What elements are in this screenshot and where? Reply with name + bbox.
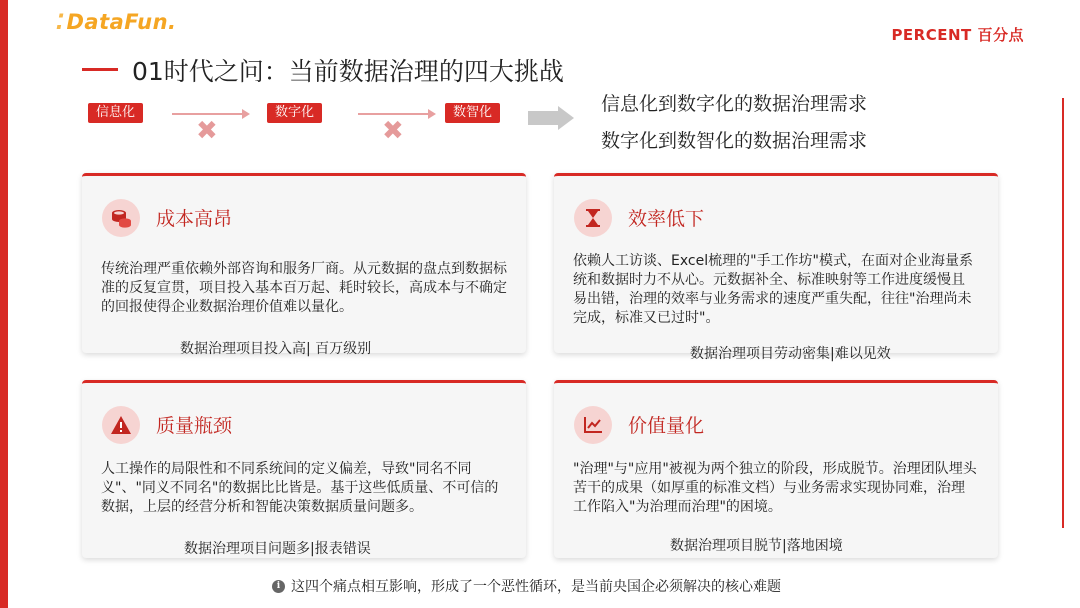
- gray-arrow-body: [528, 111, 558, 125]
- footer-note: [272, 576, 781, 596]
- flow-arrow-2-head: [428, 109, 436, 119]
- title-dash: [82, 68, 118, 71]
- gray-arrow-icon: [558, 106, 574, 130]
- card-title: 价值量化: [628, 415, 705, 437]
- card-title: 质量瓶颈: [156, 415, 233, 437]
- stage-tag-informatization: 信息化: [88, 103, 143, 123]
- challenge-card-quality: [82, 380, 526, 558]
- card-body: 依赖人工访谈、Excel梳理的"手工作坊"模式，在面对企业海量系统和数据时力不从心。元数据补全、标准映射等工作进度缓慢且易出错，治理的效率与业务需求的速度严重失配，往往"治理尚未完成，标准又已过时"。: [573, 253, 973, 326]
- challenge-card-value: [554, 380, 998, 558]
- card-caption: 数据治理项目脱节|落地困境: [670, 538, 843, 554]
- footer-text: 这四个痛点相互影响，形成了一个恶性循环，是当前央国企必须解决的核心难题: [291, 579, 781, 595]
- flow-arrow-2: [358, 113, 428, 115]
- card-caption: 数据治理项目投入高| 百万级别: [180, 341, 372, 357]
- trend-chart-icon: [574, 406, 612, 444]
- card-title: 成本高昂: [156, 208, 233, 230]
- page-title: 01时代之问：当前数据治理的四大挑战: [132, 57, 564, 86]
- card-body: 传统治理严重依赖外部咨询和服务厂商。从元数据的盘点到数据标准的反复宣贯，项目投入基本百万起、耗时较长，高成本与不确定的回报使得企业数据治理价值难以量化。: [101, 261, 507, 315]
- need-line-2: 数字化到数智化的数据治理需求: [601, 130, 868, 152]
- card-title: 效率低下: [628, 208, 705, 230]
- datafun-logo: ⁚DataFun.: [56, 10, 177, 34]
- coins-icon: [102, 199, 140, 237]
- left-accent-bar: [0, 0, 8, 608]
- card-caption: 数据治理项目劳动密集|难以见效: [690, 346, 891, 362]
- stage-tag-digitalization: 数字化: [267, 103, 322, 123]
- card-body: 人工操作的局限性和不同系统间的定义偏差，导致"同名不同义"、"同义不同名"的数据比比皆是。基于这些低质量、不可信的数据，上层的经营分析和智能决策数据质量问题多。: [101, 461, 499, 515]
- cross-icon: ✖: [382, 116, 404, 146]
- warning-icon: [102, 406, 140, 444]
- challenge-card-cost: [82, 173, 526, 353]
- stage-tag-intelligence: 数智化: [445, 103, 500, 123]
- cross-icon: ✖: [196, 116, 218, 146]
- info-icon: i: [272, 580, 285, 593]
- need-line-1: 信息化到数字化的数据治理需求: [601, 93, 868, 115]
- challenge-card-efficiency: [554, 173, 998, 353]
- card-caption: 数据治理项目问题多|报表错误: [184, 541, 371, 557]
- flow-arrow-1: [172, 113, 242, 115]
- hourglass-icon: [574, 199, 612, 237]
- right-accent-line: [1062, 98, 1064, 528]
- card-body: "治理"与"应用"被视为两个独立的阶段，形成脱节。治理团队埋头苦干的成果（如厚重的标准文档）与业务需求实现协同难，治理工作陷入"为治理而治理"的困境。: [573, 461, 977, 515]
- flow-arrow-1-head: [242, 109, 250, 119]
- percent-logo: PERCENT 百分点: [891, 26, 1024, 44]
